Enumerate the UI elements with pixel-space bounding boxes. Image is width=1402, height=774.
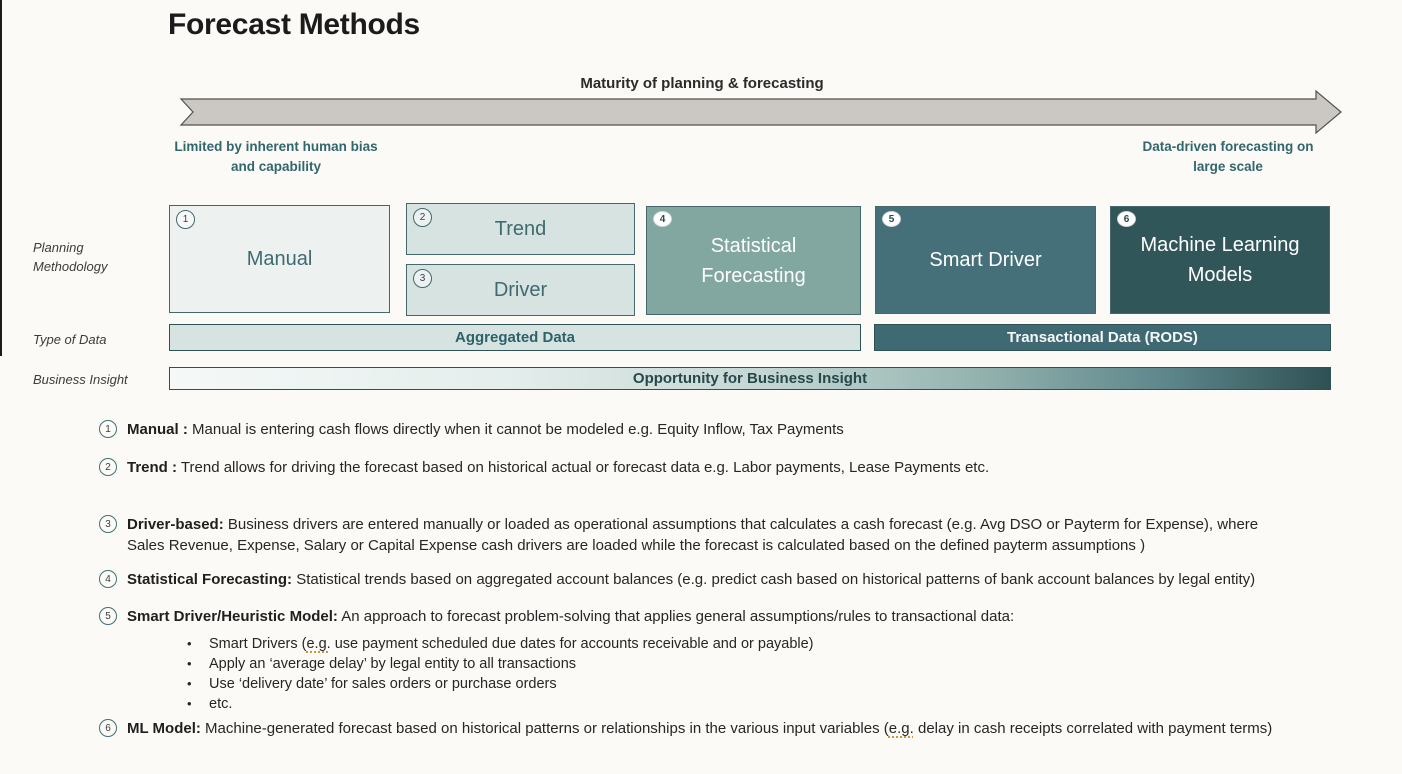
planning-label-line1: Planning <box>33 240 84 255</box>
box-ml-number-badge: 6 <box>1117 211 1136 227</box>
page-title: Forecast Methods <box>168 8 420 41</box>
box-smart-driver-label: Smart Driver <box>929 248 1042 271</box>
description-trend-text <box>127 457 989 478</box>
description-smart-driver-lead: Smart Driver/Heuristic Model: <box>127 608 338 625</box>
right-caption-line1: Data-driven forecasting on <box>1142 139 1314 154</box>
description-statistical-lead: Statistical Forecasting: <box>127 571 293 588</box>
description-ml-squiggle-text: e.g. <box>888 720 914 737</box>
bullet-2-text: Apply an ‘average delay’ by legal entity to all transactions <box>209 656 577 672</box>
description-driver-text <box>127 514 1269 556</box>
box-driver <box>406 264 635 316</box>
description-statistical-text <box>127 569 1255 590</box>
box-statistical-forecasting <box>646 206 861 315</box>
description-ml-lead: ML Model: <box>127 720 201 737</box>
smart-driver-bullet-2 <box>187 654 1014 674</box>
description-driver-number-icon: 3 <box>99 515 117 533</box>
box-trend-number-badge: 2 <box>413 208 432 227</box>
description-statistical <box>99 569 1255 590</box>
bar-transactional-data: Transactional Data (RODS) <box>874 324 1331 351</box>
right-caption-line2: large scale <box>1193 159 1263 174</box>
left-caption-line2: and capability <box>230 159 322 174</box>
box-smart-driver <box>875 206 1096 314</box>
box-statistical-label: Statistical Forecasting <box>701 234 806 287</box>
bar-aggregated-data: Aggregated Data <box>169 324 861 351</box>
description-manual-lead: Manual : <box>127 421 188 438</box>
left-caption-line1: Limited by inherent human bias <box>174 139 378 154</box>
description-manual-text <box>127 419 844 440</box>
description-ml-body-pre: Machine-generated forecast based on historical patterns or relationships in the various input variables ( <box>200 720 889 737</box>
left-maturity-caption <box>151 137 401 177</box>
bullet-4-text: etc. <box>209 696 233 712</box>
description-driver-body: Business drivers are entered manually or loaded as operational assumptions that calculates a cash forecast (e.g. Avg DSO or Payterm for Expense), where Sales Revenue, Expense, Salary or Capital Expense cash drivers are loaded while the forecast is calculated based on the defined payterm assumptions ) <box>127 516 1259 554</box>
description-smart-driver-number-icon: 5 <box>99 607 117 625</box>
description-smart-driver <box>99 606 1014 714</box>
bullet-1-pre: Smart Drivers ( <box>209 636 307 652</box>
bar-opportunity-business-insight: Opportunity for Business Insight <box>169 367 1331 390</box>
description-trend <box>99 457 989 478</box>
description-smart-driver-content <box>127 606 1014 714</box>
description-ml-text <box>127 718 1272 739</box>
box-statistical-number-badge: 4 <box>653 211 672 227</box>
description-trend-body: Trend allows for driving the forecast based on historical actual or forecast data e.g. Labor payments, Lease Payments etc. <box>177 459 990 476</box>
box-ml-label: Machine Learning Models <box>1140 234 1300 286</box>
row-label-business-insight: Business Insight <box>33 372 128 387</box>
description-smart-driver-text <box>127 606 1014 627</box>
smart-driver-bullet-3 <box>187 674 1014 694</box>
bullet-1-post: use payment scheduled due dates for accounts receivable and or payable) <box>330 636 814 652</box>
description-statistical-body: Statistical trends based on aggregated account balances (e.g. predict cash based on historical patterns of bank account balances by legal entity) <box>292 571 1256 588</box>
description-statistical-number-icon: 4 <box>99 570 117 588</box>
bullet-1-squiggle-text: e.g. <box>306 636 331 652</box>
description-driver-lead: Driver-based: <box>127 516 224 533</box>
description-ml-body-post: delay in cash receipts correlated with payment terms) <box>913 720 1273 737</box>
description-driver-based <box>99 514 1269 556</box>
box-driver-label: Driver <box>493 278 548 301</box>
box-trend <box>406 203 635 255</box>
planning-label-line2: Methodology <box>33 259 108 274</box>
box-trend-label: Trend <box>494 217 547 240</box>
row-label-planning-methodology <box>33 238 107 276</box>
box-driver-number-badge: 3 <box>413 269 432 288</box>
box-manual-label: Manual <box>246 247 313 270</box>
description-manual <box>99 419 844 440</box>
description-ml-model <box>99 718 1272 739</box>
window-left-edge <box>0 0 2 356</box>
smart-driver-bullet-4 <box>187 694 1014 714</box>
box-smart-driver-number-badge: 5 <box>882 211 901 227</box>
right-maturity-caption <box>1103 137 1353 177</box>
description-trend-lead: Trend : <box>127 459 178 476</box>
row-label-type-of-data: Type of Data <box>33 332 107 347</box>
smart-driver-bullet-1 <box>187 634 1014 654</box>
box-machine-learning <box>1110 206 1330 314</box>
maturity-arrow-icon <box>178 88 1348 138</box>
bullet-3-text: Use ‘delivery date’ for sales orders or purchase orders <box>209 676 557 692</box>
box-manual <box>169 205 390 313</box>
description-manual-body: Manual is entering cash flows directly when it cannot be modeled e.g. Equity Inflow, Tax Payments <box>187 421 844 438</box>
description-manual-number-icon: 1 <box>99 420 117 438</box>
description-trend-number-icon: 2 <box>99 458 117 476</box>
description-smart-driver-body: An approach to forecast problem-solving that applies general assumptions/rules to transactional data: <box>337 608 1015 625</box>
box-manual-number-badge: 1 <box>176 210 195 229</box>
description-ml-number-icon: 6 <box>99 719 117 737</box>
maturity-arrow-label: Maturity of planning & forecasting <box>580 75 824 92</box>
smart-driver-bullet-list <box>127 634 1014 714</box>
